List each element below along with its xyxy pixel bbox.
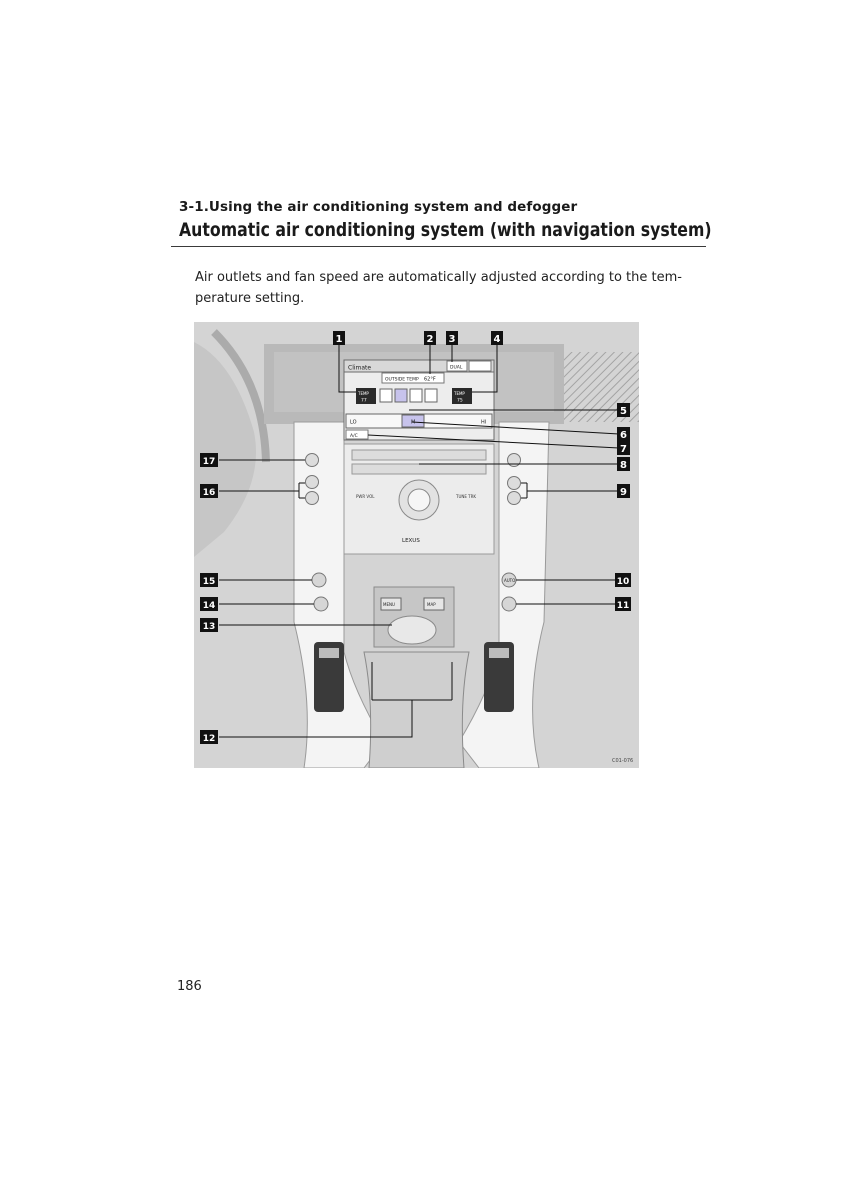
figure-code: C01-076 [612, 758, 634, 764]
svg-text:5: 5 [620, 406, 627, 417]
svg-text:8: 8 [620, 460, 627, 471]
auto-button-label: AUTO [504, 578, 516, 583]
callout-17 [200, 453, 218, 467]
svg-text:2: 2 [426, 334, 434, 345]
callout-8 [617, 457, 630, 471]
callout-16 [200, 484, 218, 498]
map-button-label: MAP [427, 602, 436, 607]
svg-text:14: 14 [202, 601, 216, 611]
svg-text:4: 4 [493, 334, 501, 345]
page-number: 186 [177, 979, 202, 994]
callout-11 [615, 597, 631, 611]
page-title: Automatic air conditioning system (with navigation system) [179, 219, 712, 241]
fan-current-label: M [411, 419, 416, 426]
svg-text:6: 6 [620, 430, 627, 441]
intro-line-1: Air outlets and fan speed are automatically adjusted according to the tem- [195, 270, 682, 285]
callout-2 [424, 331, 436, 345]
dual-button-label: DUAL [450, 365, 463, 371]
intro-line-2: perature setting. [195, 290, 305, 306]
title-divider [171, 246, 706, 247]
tune-trk-label: TUNE TRK [456, 494, 477, 499]
temp-left-value: 77 [361, 398, 367, 404]
outside-temp-value: 62°F [424, 376, 436, 383]
temp-left-label: TEMP [358, 391, 369, 396]
svg-text:9: 9 [620, 487, 627, 498]
callout-12 [200, 730, 218, 744]
callout-9 [617, 484, 630, 498]
console-illustration [194, 322, 639, 768]
callout-14 [200, 597, 218, 611]
fan-hi-label: HI [481, 419, 487, 426]
callout-1 [333, 331, 345, 345]
screen-title: Climate [348, 364, 372, 372]
svg-text:1: 1 [335, 334, 343, 345]
callout-5 [617, 403, 630, 417]
section-heading: 3-1.Using the air conditioning system and defogger [179, 199, 578, 215]
svg-text:12: 12 [202, 734, 216, 744]
callout-10 [615, 573, 631, 587]
pwr-vol-label: PWR VOL [356, 494, 375, 499]
callout-13 [200, 618, 218, 632]
svg-text:11: 11 [616, 601, 630, 611]
callout-6 [617, 427, 630, 441]
callout-4 [491, 331, 503, 345]
callout-7 [617, 441, 630, 455]
svg-text:10: 10 [616, 577, 630, 587]
intro-paragraph [195, 268, 682, 309]
svg-text:16: 16 [202, 488, 216, 498]
svg-text:17: 17 [202, 457, 216, 467]
outside-temp-label: OUTSIDE TEMP [385, 377, 419, 383]
svg-text:7: 7 [620, 444, 627, 455]
callout-3 [446, 331, 458, 345]
brand-label: LEXUS [402, 538, 420, 544]
fan-lo-label: LO [350, 419, 357, 426]
callout-15 [200, 573, 218, 587]
ac-button-label: A/C [350, 434, 358, 439]
menu-button-label: MENU [383, 602, 395, 607]
temp-right-value: 75 [457, 398, 463, 404]
svg-text:3: 3 [448, 334, 456, 345]
temp-right-label: TEMP [454, 391, 465, 396]
svg-text:15: 15 [202, 577, 216, 587]
svg-text:13: 13 [202, 622, 216, 632]
